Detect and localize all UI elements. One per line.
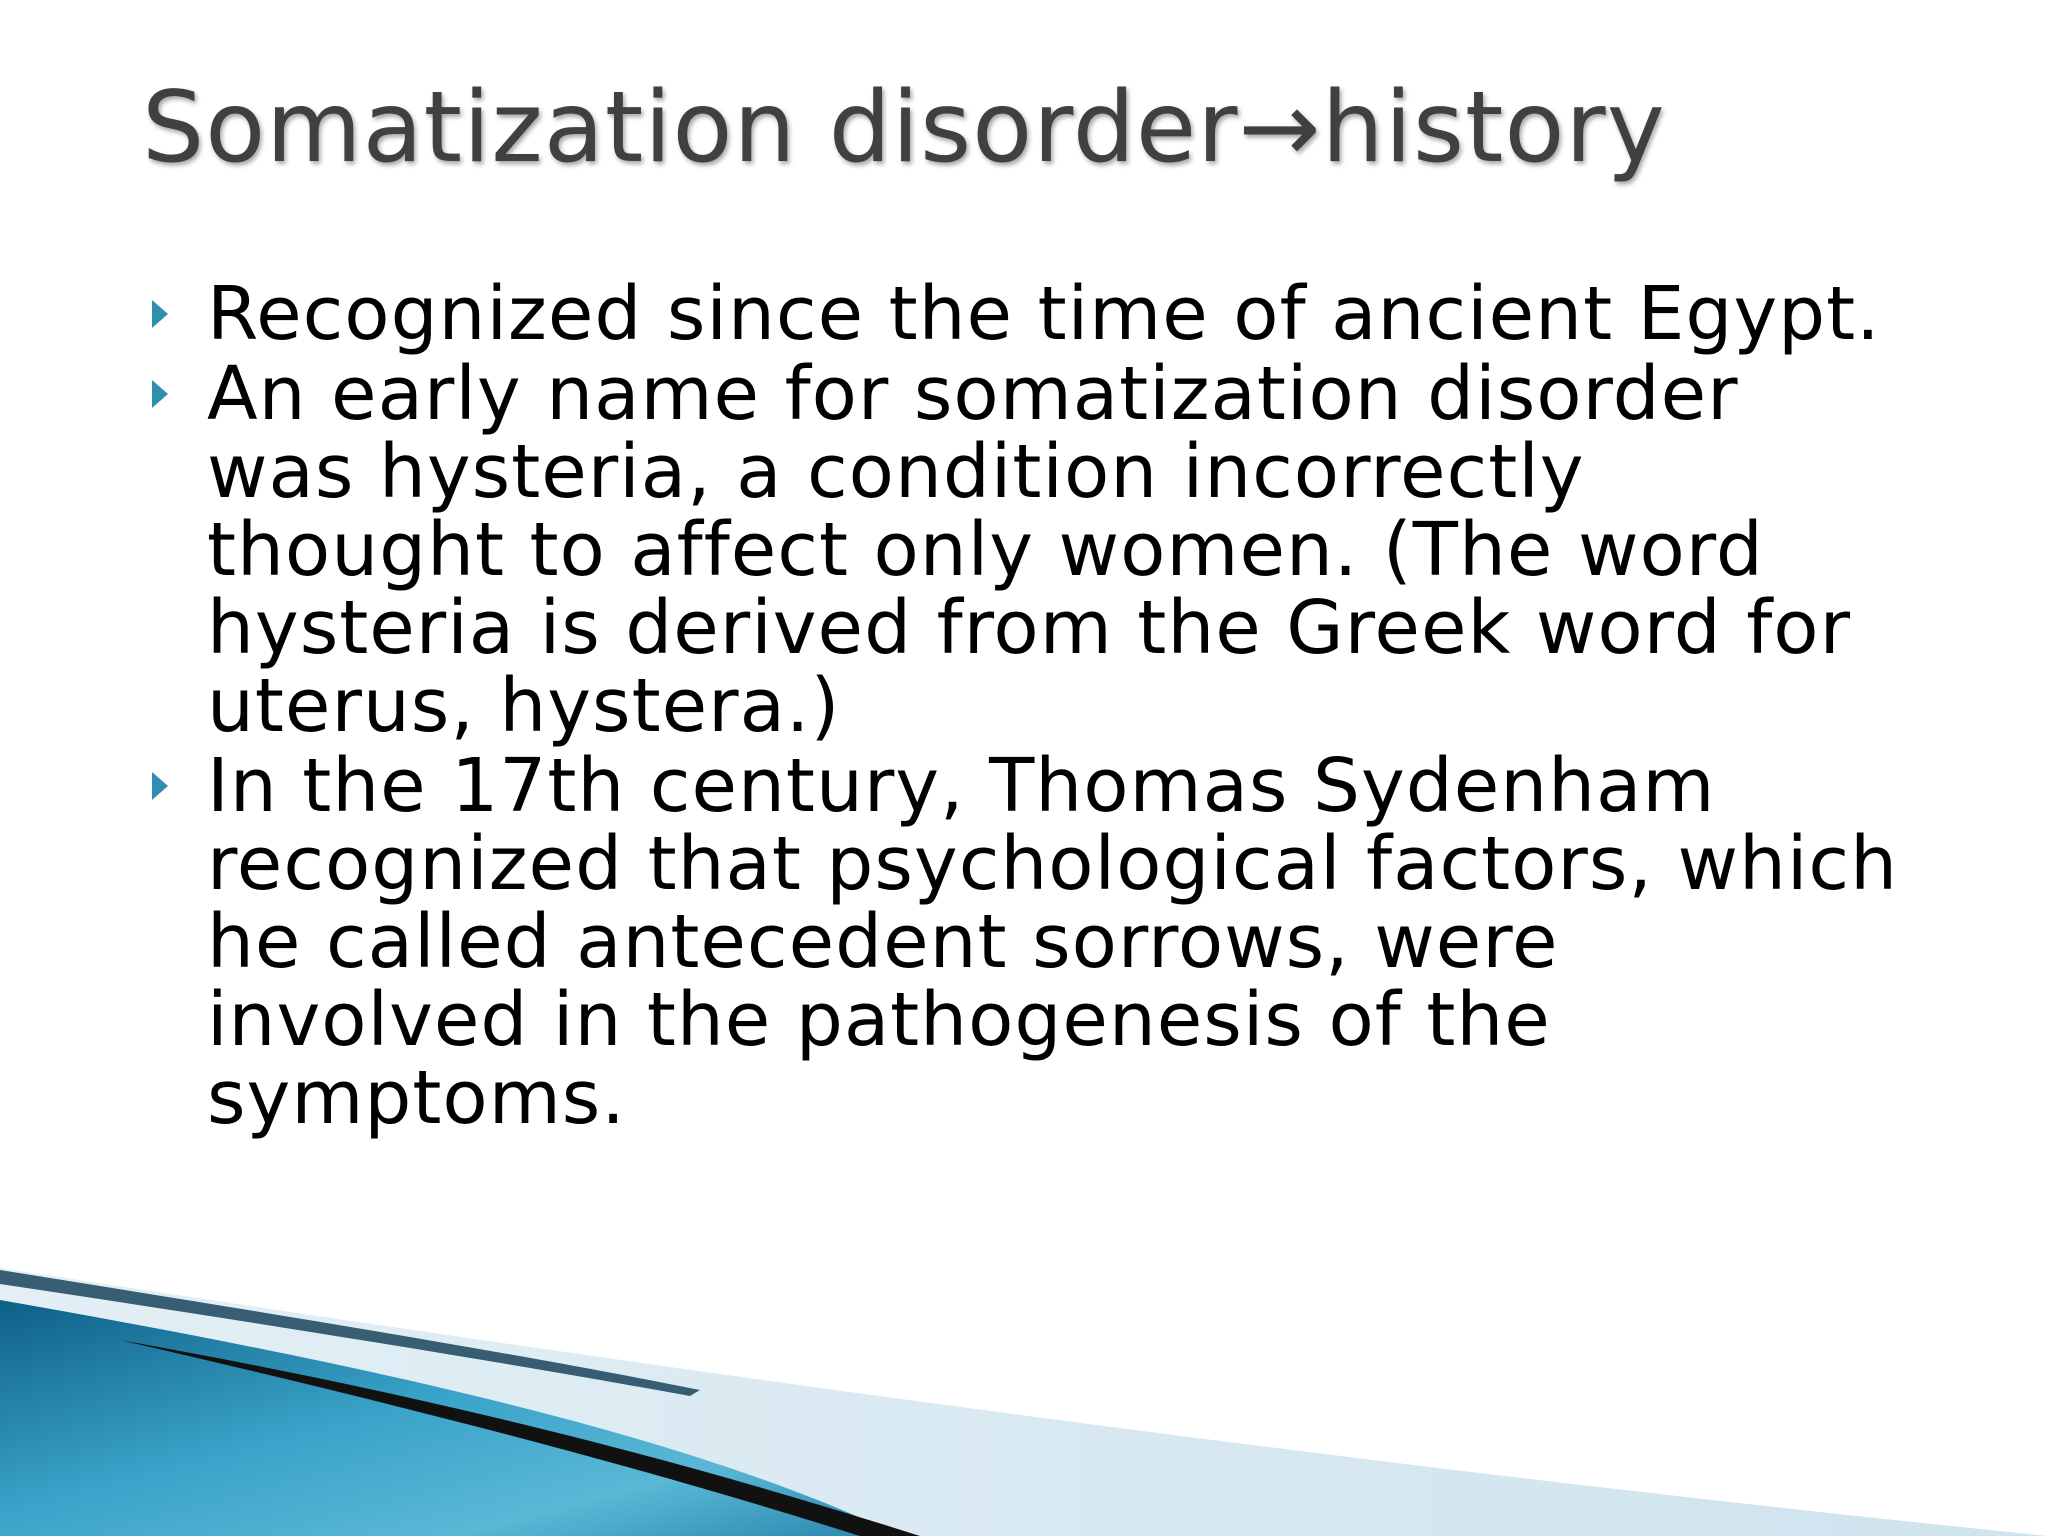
bullet-text: Recognized since the time of ancient Egypt.	[207, 271, 1881, 357]
bullet-list	[140, 271, 1900, 1141]
bullet-item	[140, 271, 1900, 357]
bullet-text: In the 17th century, Thomas Sydenham recognized that psychological factors, which he called antecedent sorrows, were involved in the pathogenesis of the symptoms.	[207, 743, 1899, 1141]
triangle-bullet-icon	[152, 300, 168, 328]
triangle-bullet-icon	[152, 772, 168, 800]
slide-title: Somatization disorder→history	[142, 71, 1666, 185]
bullet-item	[140, 351, 1900, 749]
triangle-bullet-icon	[152, 380, 168, 408]
bullet-text: An early name for somatization disorder was hysteria, a condition incorrectly thought to affect only women. (The word hysteria is derived from the Greek word for uterus, hystera.)	[207, 351, 1852, 749]
decorative-wave-graphic	[0, 1240, 2048, 1536]
bullet-item	[140, 743, 1900, 1141]
